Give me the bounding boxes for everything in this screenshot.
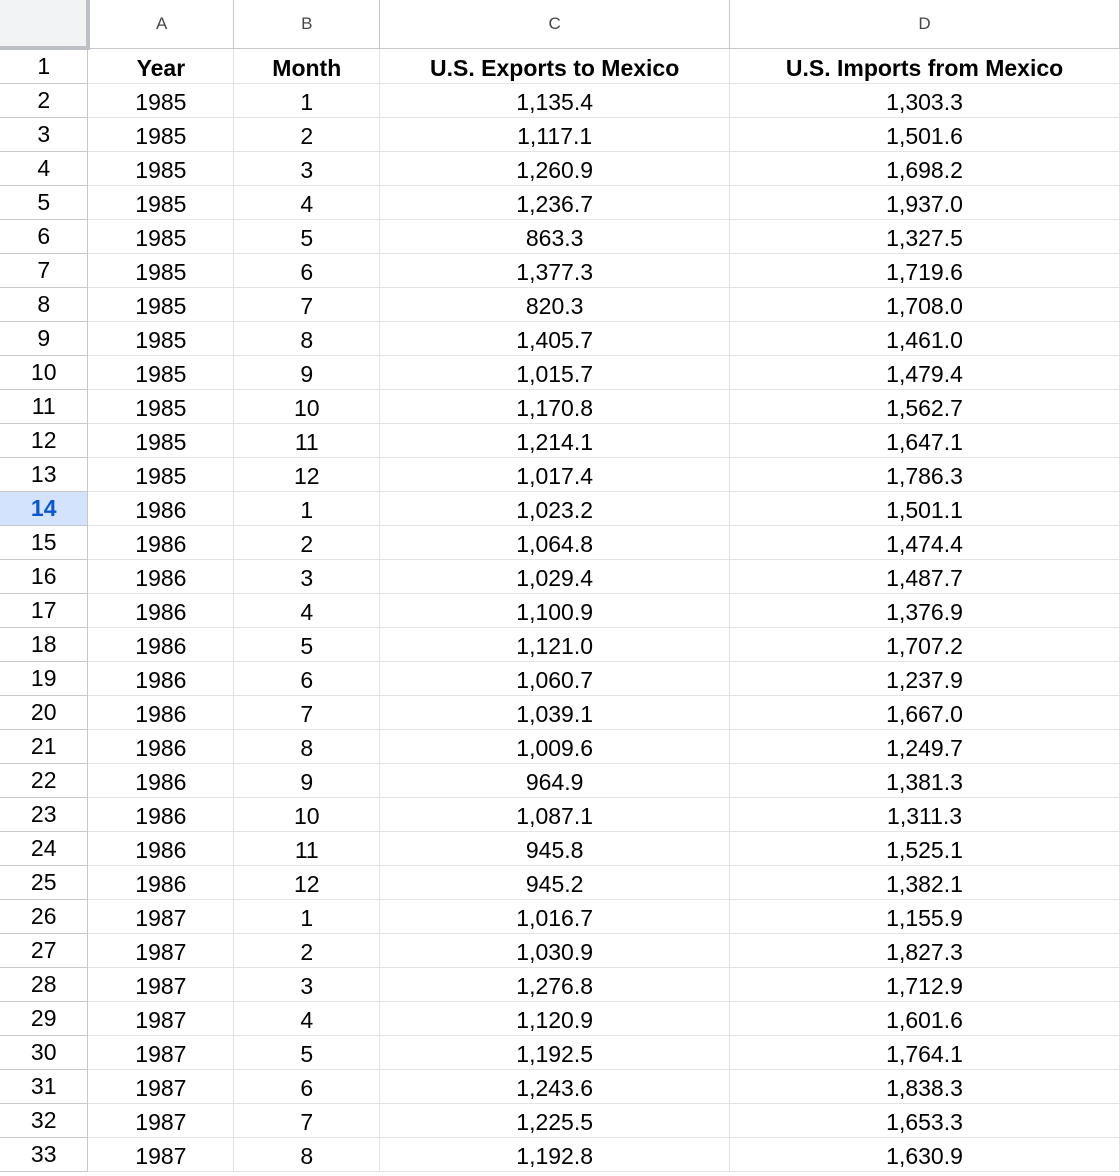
cell-d19[interactable]: 1,237.9 bbox=[730, 662, 1120, 696]
table-row bbox=[0, 1036, 1120, 1070]
row-number-31[interactable]: 31 bbox=[0, 1070, 88, 1104]
cell-c6[interactable]: 863.3 bbox=[380, 220, 730, 254]
table-row bbox=[0, 594, 1120, 628]
row-number-1[interactable]: 1 bbox=[0, 48, 88, 84]
cell-c21[interactable]: 1,009.6 bbox=[380, 730, 730, 764]
cell-a11[interactable]: 1985 bbox=[88, 390, 234, 424]
row-number-20[interactable]: 20 bbox=[0, 696, 88, 730]
cell-d8[interactable]: 1,708.0 bbox=[730, 288, 1120, 322]
cell-b16[interactable]: 3 bbox=[234, 560, 380, 594]
cell-a19[interactable]: 1986 bbox=[88, 662, 234, 696]
cell-c4[interactable]: 1,260.9 bbox=[380, 152, 730, 186]
row-number-9[interactable]: 9 bbox=[0, 322, 88, 356]
cell-d16[interactable]: 1,487.7 bbox=[730, 560, 1120, 594]
cell-b2[interactable]: 1 bbox=[234, 84, 380, 118]
cell-b25[interactable]: 12 bbox=[234, 866, 380, 900]
cell-d1[interactable]: U.S. Imports from Mexico bbox=[730, 48, 1120, 84]
cell-c26[interactable]: 1,016.7 bbox=[380, 900, 730, 934]
cell-c8[interactable]: 820.3 bbox=[380, 288, 730, 322]
row-number-30[interactable]: 30 bbox=[0, 1036, 88, 1070]
cell-c23[interactable]: 1,087.1 bbox=[380, 798, 730, 832]
table-row bbox=[0, 390, 1120, 424]
cell-d15[interactable]: 1,474.4 bbox=[730, 526, 1120, 560]
row-number-28[interactable]: 28 bbox=[0, 968, 88, 1002]
cell-b14[interactable]: 1 bbox=[234, 492, 380, 526]
cell-b15[interactable]: 2 bbox=[234, 526, 380, 560]
cell-b26[interactable]: 1 bbox=[234, 900, 380, 934]
cell-c29[interactable]: 1,120.9 bbox=[380, 1002, 730, 1036]
cell-c11[interactable]: 1,170.8 bbox=[380, 390, 730, 424]
cell-d11[interactable]: 1,562.7 bbox=[730, 390, 1120, 424]
cell-d12[interactable]: 1,647.1 bbox=[730, 424, 1120, 458]
cell-b6[interactable]: 5 bbox=[234, 220, 380, 254]
cell-b24[interactable]: 11 bbox=[234, 832, 380, 866]
cell-a10[interactable]: 1985 bbox=[88, 356, 234, 390]
cell-b31[interactable]: 6 bbox=[234, 1070, 380, 1104]
table-row bbox=[0, 220, 1120, 254]
row-number-21[interactable]: 21 bbox=[0, 730, 88, 764]
row-number-23[interactable]: 23 bbox=[0, 798, 88, 832]
table-row bbox=[0, 1138, 1120, 1172]
cell-d9[interactable]: 1,461.0 bbox=[730, 322, 1120, 356]
cell-a14[interactable]: 1986 bbox=[88, 492, 234, 526]
cell-b22[interactable]: 9 bbox=[234, 764, 380, 798]
row-number-11[interactable]: 11 bbox=[0, 390, 88, 424]
cell-a24[interactable]: 1986 bbox=[88, 832, 234, 866]
cell-a8[interactable]: 1985 bbox=[88, 288, 234, 322]
cell-c24[interactable]: 945.8 bbox=[380, 832, 730, 866]
cell-d28[interactable]: 1,712.9 bbox=[730, 968, 1120, 1002]
cell-b8[interactable]: 7 bbox=[234, 288, 380, 322]
row-number-4[interactable]: 4 bbox=[0, 152, 88, 186]
cell-a28[interactable]: 1987 bbox=[88, 968, 234, 1002]
table-row bbox=[0, 764, 1120, 798]
cell-a21[interactable]: 1986 bbox=[88, 730, 234, 764]
cell-d26[interactable]: 1,155.9 bbox=[730, 900, 1120, 934]
row-number-2[interactable]: 2 bbox=[0, 84, 88, 118]
table-row bbox=[0, 730, 1120, 764]
row-number-6[interactable]: 6 bbox=[0, 220, 88, 254]
row-number-13[interactable]: 13 bbox=[0, 458, 88, 492]
cell-c5[interactable]: 1,236.7 bbox=[380, 186, 730, 220]
cell-d31[interactable]: 1,838.3 bbox=[730, 1070, 1120, 1104]
table-row bbox=[0, 152, 1120, 186]
cell-a33[interactable]: 1987 bbox=[88, 1138, 234, 1172]
row-number-22[interactable]: 22 bbox=[0, 764, 88, 798]
cell-a7[interactable]: 1985 bbox=[88, 254, 234, 288]
cell-a25[interactable]: 1986 bbox=[88, 866, 234, 900]
cell-c22[interactable]: 964.9 bbox=[380, 764, 730, 798]
table-row bbox=[0, 662, 1120, 696]
row-number-33[interactable]: 33 bbox=[0, 1138, 88, 1172]
row-number-24[interactable]: 24 bbox=[0, 832, 88, 866]
cell-c28[interactable]: 1,276.8 bbox=[380, 968, 730, 1002]
cell-a2[interactable]: 1985 bbox=[88, 84, 234, 118]
table-row bbox=[0, 118, 1120, 152]
table-row bbox=[0, 288, 1120, 322]
cell-c32[interactable]: 1,225.5 bbox=[380, 1104, 730, 1138]
row-number-8[interactable]: 8 bbox=[0, 288, 88, 322]
row-number-14[interactable]: 14 bbox=[0, 492, 88, 526]
cell-a4[interactable]: 1985 bbox=[88, 152, 234, 186]
cell-c13[interactable]: 1,017.4 bbox=[380, 458, 730, 492]
row-number-7[interactable]: 7 bbox=[0, 254, 88, 288]
row-number-18[interactable]: 18 bbox=[0, 628, 88, 662]
row-number-17[interactable]: 17 bbox=[0, 594, 88, 628]
table-row bbox=[0, 696, 1120, 730]
cell-d7[interactable]: 1,719.6 bbox=[730, 254, 1120, 288]
cell-b11[interactable]: 10 bbox=[234, 390, 380, 424]
cell-a32[interactable]: 1987 bbox=[88, 1104, 234, 1138]
cell-a26[interactable]: 1987 bbox=[88, 900, 234, 934]
row-number-15[interactable]: 15 bbox=[0, 526, 88, 560]
cell-a16[interactable]: 1986 bbox=[88, 560, 234, 594]
cell-b10[interactable]: 9 bbox=[234, 356, 380, 390]
cell-c9[interactable]: 1,405.7 bbox=[380, 322, 730, 356]
cell-c25[interactable]: 945.2 bbox=[380, 866, 730, 900]
cell-d24[interactable]: 1,525.1 bbox=[730, 832, 1120, 866]
cell-d32[interactable]: 1,653.3 bbox=[730, 1104, 1120, 1138]
cell-a3[interactable]: 1985 bbox=[88, 118, 234, 152]
cell-d17[interactable]: 1,376.9 bbox=[730, 594, 1120, 628]
cell-b7[interactable]: 6 bbox=[234, 254, 380, 288]
row-number-32[interactable]: 32 bbox=[0, 1104, 88, 1138]
select-all-corner[interactable] bbox=[0, 0, 88, 48]
cell-c15[interactable]: 1,064.8 bbox=[380, 526, 730, 560]
cell-d4[interactable]: 1,698.2 bbox=[730, 152, 1120, 186]
cell-a29[interactable]: 1987 bbox=[88, 1002, 234, 1036]
cell-d25[interactable]: 1,382.1 bbox=[730, 866, 1120, 900]
cell-c27[interactable]: 1,030.9 bbox=[380, 934, 730, 968]
table-row bbox=[0, 1070, 1120, 1104]
table-row bbox=[0, 84, 1120, 118]
table-row bbox=[0, 560, 1120, 594]
cell-c16[interactable]: 1,029.4 bbox=[380, 560, 730, 594]
table-row bbox=[0, 526, 1120, 560]
cell-b12[interactable]: 11 bbox=[234, 424, 380, 458]
cell-a30[interactable]: 1987 bbox=[88, 1036, 234, 1070]
cell-b17[interactable]: 4 bbox=[234, 594, 380, 628]
cell-b18[interactable]: 5 bbox=[234, 628, 380, 662]
table-row bbox=[0, 628, 1120, 662]
row-number-10[interactable]: 10 bbox=[0, 356, 88, 390]
cell-b3[interactable]: 2 bbox=[234, 118, 380, 152]
cell-c1[interactable]: U.S. Exports to Mexico bbox=[380, 48, 730, 84]
row-number-29[interactable]: 29 bbox=[0, 1002, 88, 1036]
row-number-25[interactable]: 25 bbox=[0, 866, 88, 900]
cell-d23[interactable]: 1,311.3 bbox=[730, 798, 1120, 832]
column-header-b[interactable]: B bbox=[234, 0, 380, 48]
table-row bbox=[0, 798, 1120, 832]
cell-c17[interactable]: 1,100.9 bbox=[380, 594, 730, 628]
cell-d6[interactable]: 1,327.5 bbox=[730, 220, 1120, 254]
cell-c18[interactable]: 1,121.0 bbox=[380, 628, 730, 662]
cell-c3[interactable]: 1,117.1 bbox=[380, 118, 730, 152]
cell-c31[interactable]: 1,243.6 bbox=[380, 1070, 730, 1104]
table-row bbox=[0, 866, 1120, 900]
table-row bbox=[0, 186, 1120, 220]
cell-c14[interactable]: 1,023.2 bbox=[380, 492, 730, 526]
cell-b4[interactable]: 3 bbox=[234, 152, 380, 186]
cell-c10[interactable]: 1,015.7 bbox=[380, 356, 730, 390]
cell-d3[interactable]: 1,501.6 bbox=[730, 118, 1120, 152]
row-number-27[interactable]: 27 bbox=[0, 934, 88, 968]
table-row bbox=[0, 424, 1120, 458]
table-row bbox=[0, 1104, 1120, 1138]
cell-b27[interactable]: 2 bbox=[234, 934, 380, 968]
column-header-row bbox=[0, 0, 1120, 48]
column-header-d[interactable]: D bbox=[730, 0, 1120, 48]
cell-d18[interactable]: 1,707.2 bbox=[730, 628, 1120, 662]
cell-c19[interactable]: 1,060.7 bbox=[380, 662, 730, 696]
cell-a23[interactable]: 1986 bbox=[88, 798, 234, 832]
cell-b23[interactable]: 10 bbox=[234, 798, 380, 832]
cell-d2[interactable]: 1,303.3 bbox=[730, 84, 1120, 118]
cell-d13[interactable]: 1,786.3 bbox=[730, 458, 1120, 492]
cell-b13[interactable]: 12 bbox=[234, 458, 380, 492]
cell-b28[interactable]: 3 bbox=[234, 968, 380, 1002]
row-number-3[interactable]: 3 bbox=[0, 118, 88, 152]
cell-d21[interactable]: 1,249.7 bbox=[730, 730, 1120, 764]
cell-b32[interactable]: 7 bbox=[234, 1104, 380, 1138]
header-row bbox=[0, 48, 1120, 84]
cell-a20[interactable]: 1986 bbox=[88, 696, 234, 730]
cell-a22[interactable]: 1986 bbox=[88, 764, 234, 798]
cell-b30[interactable]: 5 bbox=[234, 1036, 380, 1070]
cell-b5[interactable]: 4 bbox=[234, 186, 380, 220]
cell-b33[interactable]: 8 bbox=[234, 1138, 380, 1172]
table-row bbox=[0, 322, 1120, 356]
cell-a1[interactable]: Year bbox=[88, 48, 234, 84]
cell-a18[interactable]: 1986 bbox=[88, 628, 234, 662]
table-row bbox=[0, 1002, 1120, 1036]
cell-c20[interactable]: 1,039.1 bbox=[380, 696, 730, 730]
table-row bbox=[0, 356, 1120, 390]
cell-a17[interactable]: 1986 bbox=[88, 594, 234, 628]
cell-c30[interactable]: 1,192.5 bbox=[380, 1036, 730, 1070]
cell-a5[interactable]: 1985 bbox=[88, 186, 234, 220]
cell-a31[interactable]: 1987 bbox=[88, 1070, 234, 1104]
cell-a6[interactable]: 1985 bbox=[88, 220, 234, 254]
cell-b9[interactable]: 8 bbox=[234, 322, 380, 356]
row-number-16[interactable]: 16 bbox=[0, 560, 88, 594]
cell-a12[interactable]: 1985 bbox=[88, 424, 234, 458]
cell-d30[interactable]: 1,764.1 bbox=[730, 1036, 1120, 1070]
cell-b1[interactable]: Month bbox=[234, 48, 380, 84]
table-row bbox=[0, 492, 1120, 526]
table-row bbox=[0, 458, 1120, 492]
cell-d10[interactable]: 1,479.4 bbox=[730, 356, 1120, 390]
cell-b19[interactable]: 6 bbox=[234, 662, 380, 696]
table-row bbox=[0, 934, 1120, 968]
table-row bbox=[0, 968, 1120, 1002]
cell-d14[interactable]: 1,501.1 bbox=[730, 492, 1120, 526]
cell-d33[interactable]: 1,630.9 bbox=[730, 1138, 1120, 1172]
cell-d5[interactable]: 1,937.0 bbox=[730, 186, 1120, 220]
cell-b21[interactable]: 8 bbox=[234, 730, 380, 764]
row-number-5[interactable]: 5 bbox=[0, 186, 88, 220]
cell-a27[interactable]: 1987 bbox=[88, 934, 234, 968]
cell-b29[interactable]: 4 bbox=[234, 1002, 380, 1036]
cell-c7[interactable]: 1,377.3 bbox=[380, 254, 730, 288]
cell-d20[interactable]: 1,667.0 bbox=[730, 696, 1120, 730]
cell-d27[interactable]: 1,827.3 bbox=[730, 934, 1120, 968]
row-number-19[interactable]: 19 bbox=[0, 662, 88, 696]
column-header-c[interactable]: C bbox=[380, 0, 730, 48]
row-number-12[interactable]: 12 bbox=[0, 424, 88, 458]
cell-a9[interactable]: 1985 bbox=[88, 322, 234, 356]
cell-c12[interactable]: 1,214.1 bbox=[380, 424, 730, 458]
cell-c2[interactable]: 1,135.4 bbox=[380, 84, 730, 118]
cell-a15[interactable]: 1986 bbox=[88, 526, 234, 560]
table-row bbox=[0, 832, 1120, 866]
column-header-a[interactable]: A bbox=[88, 0, 234, 48]
table-row bbox=[0, 254, 1120, 288]
cell-a13[interactable]: 1985 bbox=[88, 458, 234, 492]
cell-d29[interactable]: 1,601.6 bbox=[730, 1002, 1120, 1036]
cell-c33[interactable]: 1,192.8 bbox=[380, 1138, 730, 1172]
cell-d22[interactable]: 1,381.3 bbox=[730, 764, 1120, 798]
row-number-26[interactable]: 26 bbox=[0, 900, 88, 934]
cell-b20[interactable]: 7 bbox=[234, 696, 380, 730]
table-row bbox=[0, 900, 1120, 934]
